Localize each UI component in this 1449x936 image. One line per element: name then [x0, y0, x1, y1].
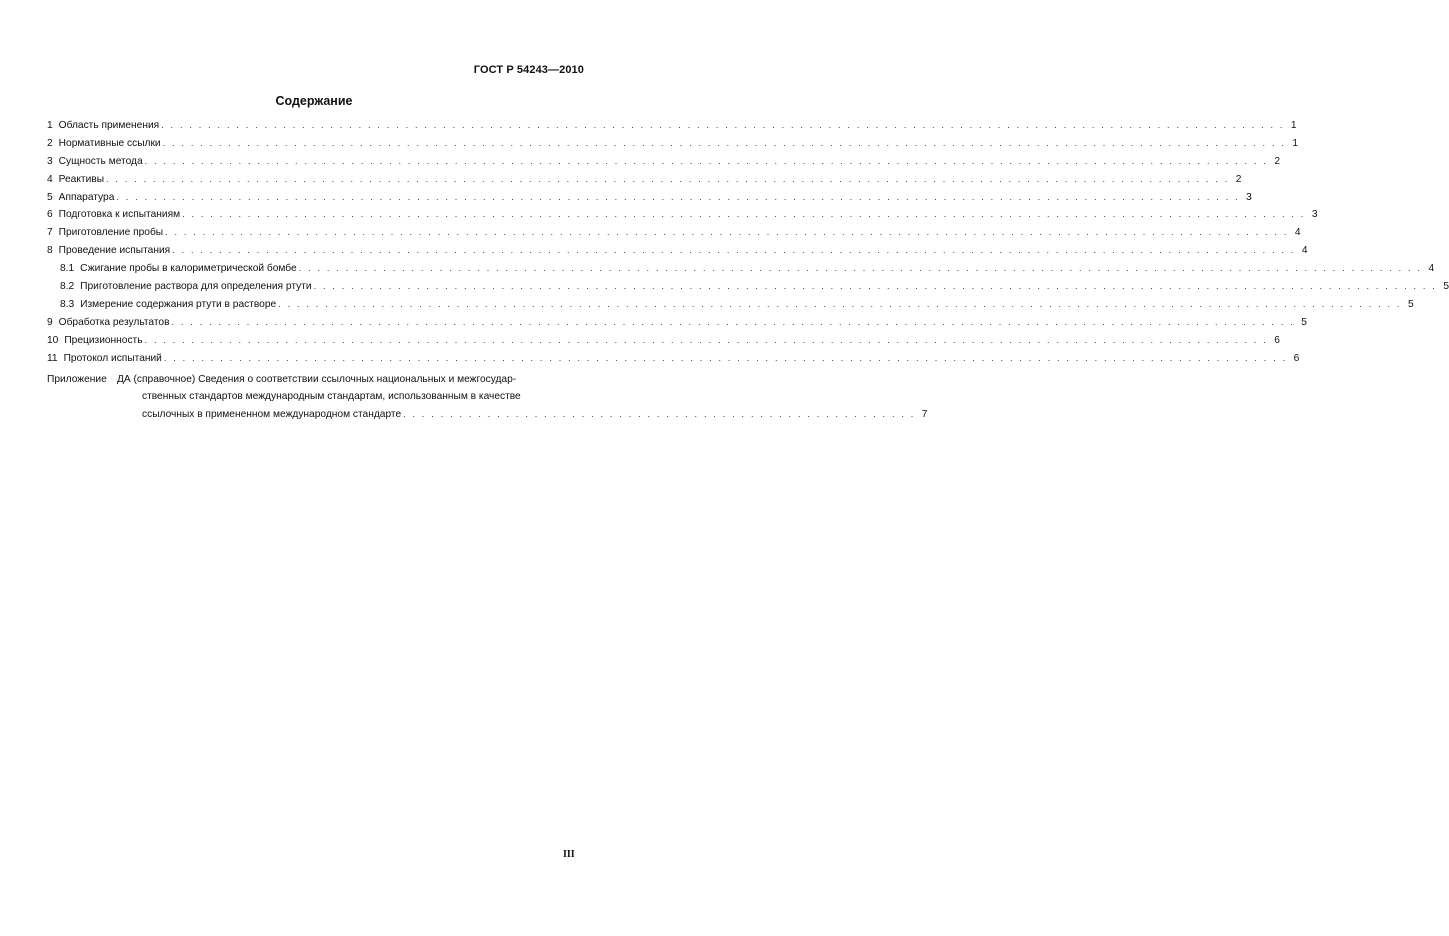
dot-leader: . . . . . . . . . . . . . . . . . . . . . . . . . . . . . . . . . . . . . . . . . . . . . . . . . . . . . . . . . . . . . . . . . . . . . . . . . . . . . . . . . . . . . . . . . . . . . . . . . . . . . . . . . . . . . . . . . . . . . . . .: [106, 173, 1230, 184]
dot-leader: . . . . . . . . . . . . . . . . . . . . . . . . . . . . . . . . . . . . . . . . . . . . . . . . . . . . . . . . . . . . . . . . . . . . . . . . . . . . . . . . . . . . . . . . . . . . . . . . . . . . . . . . . . . . . . . . . . . . . . . .: [278, 298, 1402, 309]
toc-entry-title: [47, 192, 116, 203]
toc-entry-number: 11: [47, 352, 58, 364]
toc-entry-number: 2: [47, 137, 53, 149]
toc-page-number: 5: [1443, 281, 1449, 293]
appendix-title-line-last: [47, 408, 928, 426]
toc-entry[interactable]: [47, 120, 1297, 138]
dot-leader: . . . . . . . . . . . . . . . . . . . . . . . . . . . . . . . . . . . . . . . . . . . . . . . . . . . . . . . . . . . . . . . . . . . . . . . . . . . . . . . . . . . . . . . . . . . . . . . . . . . . . . . . . . . . . . . . . . . . . . . .: [144, 334, 1268, 345]
toc-entry-number: 4: [47, 173, 53, 185]
toc-entry-title: [47, 353, 164, 364]
toc-appendix-entry[interactable]: [47, 374, 928, 426]
toc-entry-label: Проведение испытания: [58, 245, 171, 257]
toc-page-number: 6: [1293, 352, 1300, 364]
dot-leader: . . . . . . . . . . . . . . . . . . . . . . . . . . . . . . . . . . . . . . . . . . . . . . . . . . . . . . . . . . . . . . . . . . . . . . . . . . . . . . . . . . . . . . . . . . . . . . . . . . . . . . . . . . . . . . . . . . . . . . . .: [165, 227, 1289, 238]
toc-entry[interactable]: [47, 352, 1300, 371]
toc-page-number: 4: [1301, 245, 1308, 257]
dot-leader: . . . . . . . . . . . . . . . . . . . . . . . . . . . . . . . . . . . . . . . . . . . . . . . . . . . . . . . . . . . . . . . . . . . . . . . . . . . . . . . . . . . . . . . . . . . . . . . . . . . . . . . . . . . . . . . . . . . . . . . .: [172, 245, 1296, 256]
toc-entry-number: 5: [47, 191, 53, 203]
toc-page-number: 2: [1274, 155, 1281, 167]
page-number: III: [563, 849, 575, 860]
toc-entry[interactable]: [47, 173, 1242, 192]
toc-entry-title: [60, 281, 314, 292]
toc-entry[interactable]: [47, 155, 1281, 174]
toc-entry[interactable]: [47, 263, 1435, 281]
toc-entry-title: [47, 156, 145, 167]
toc-page-number: 1: [1290, 120, 1297, 131]
toc-entry-title: [47, 227, 165, 238]
toc-list: [47, 120, 1449, 370]
toc-entry-label: Реактивы: [58, 173, 105, 185]
toc-entry[interactable]: [47, 281, 1449, 299]
appendix-title-line: ственных стандартов международным стандартам, использованным в качестве: [142, 391, 521, 403]
toc-entry[interactable]: [47, 298, 1414, 317]
dot-leader: . . . . . . . . . . . . . . . . . . . . . . . . . . . . . . . . . . . . . . . . . . . . . . . . . . . . . . .: [403, 408, 916, 419]
toc-entry-label: Аппаратура: [58, 191, 115, 203]
toc-entry[interactable]: [47, 334, 1280, 353]
toc-entry[interactable]: [47, 316, 1307, 335]
toc-entry-title: [47, 317, 172, 328]
dot-leader: . . . . . . . . . . . . . . . . . . . . . . . . . . . . . . . . . . . . . . . . . . . . . . . . . . . . . . . . . . . . . . . . . . . . . . . . . . . . . . . . . . . . . . . . . . . . . . . . . . . . . . . . . . . . . . . . . . . . . . . .: [313, 281, 1437, 292]
toc-page-number: 4: [1428, 263, 1435, 275]
appendix-title-line: ДА (справочное) Сведения о соответствии ссылочных национальных и межгосудар-: [117, 374, 517, 385]
toc-entry-label: Измерение содержания ртути в растворе: [80, 298, 277, 310]
toc-entry[interactable]: [47, 137, 1299, 156]
dot-leader: . . . . . . . . . . . . . . . . . . . . . . . . . . . . . . . . . . . . . . . . . . . . . . . . . . . . . . . . . . . . . . . . . . . . . . . . . . . . . . . . . . . . . . . . . . . . . . . . . . . . . . . . . . . . . . . . . . . . . . . .: [161, 120, 1285, 130]
toc-entry-title: [47, 138, 163, 149]
toc-page-number: 3: [1311, 209, 1318, 221]
toc-entry-label: Нормативные ссылки: [58, 137, 161, 149]
toc-entry-title: [60, 263, 299, 274]
toc-entry[interactable]: [47, 245, 1308, 263]
toc-entry-label: Прецизионность: [64, 334, 143, 346]
toc-entry-number: 3: [47, 155, 53, 167]
toc-entry-number: 8.1: [60, 263, 75, 275]
dot-leader: . . . . . . . . . . . . . . . . . . . . . . . . . . . . . . . . . . . . . . . . . . . . . . . . . . . . . . . . . . . . . . . . . . . . . . . . . . . . . . . . . . . . . . . . . . . . . . . . . . . . . . . . . . . . . . . . . . . . . . . .: [163, 352, 1288, 363]
toc-entry-title: [47, 174, 106, 185]
toc-entry[interactable]: [47, 191, 1252, 210]
document-code: ГОСТ Р 54243—2010: [473, 64, 584, 76]
toc-entry-label: Сжигание пробы в калориметрической бомбе: [80, 263, 297, 275]
toc-entry-title: [47, 209, 182, 220]
toc-entry-title: [60, 299, 278, 310]
toc-page-number: 3: [1246, 191, 1252, 203]
toc-entry-number: 9: [47, 316, 53, 328]
toc-entry-number: 1: [47, 120, 53, 131]
toc-entry-label: Приготовление раствора для определения ртути: [80, 281, 312, 293]
toc-entry-number: 6: [47, 209, 53, 221]
dot-leader: . . . . . . . . . . . . . . . . . . . . . . . . . . . . . . . . . . . . . . . . . . . . . . . . . . . . . . . . . . . . . . . . . . . . . . . . . . . . . . . . . . . . . . . . . . . . . . . . . . . . . . . . . . . . . . . . . . . . . . . .: [171, 316, 1295, 327]
toc-entry[interactable]: [47, 227, 1301, 245]
toc-page-number: 2: [1235, 173, 1242, 185]
toc-page-number: 5: [1301, 316, 1307, 328]
toc-entry-title: [47, 335, 145, 346]
dot-leader: . . . . . . . . . . . . . . . . . . . . . . . . . . . . . . . . . . . . . . . . . . . . . . . . . . . . . . . . . . . . . . . . . . . . . . . . . . . . . . . . . . . . . . . . . . . . . . . . . . . . . . . . . . . . . . . . . . . . . . . .: [182, 209, 1306, 220]
toc-entry-number: 8.3: [60, 298, 75, 310]
toc-page-number: 7: [921, 408, 928, 420]
toc-entry-number: 8.2: [60, 281, 75, 293]
toc-entry-label: Обработка результатов: [58, 316, 170, 328]
toc-entry-label: Область применения: [58, 120, 160, 131]
toc-entry-title: [47, 245, 172, 256]
toc-title: Содержание: [275, 94, 353, 108]
appendix-title-line: ссылочных в примененном международном стандарте: [142, 408, 402, 420]
toc-entry-label: Приготовление пробы: [58, 227, 164, 239]
toc-entry-number: 10: [47, 334, 59, 346]
toc-page-number: 6: [1274, 334, 1280, 346]
toc-page-number: 1: [1292, 137, 1299, 149]
dot-leader: . . . . . . . . . . . . . . . . . . . . . . . . . . . . . . . . . . . . . . . . . . . . . . . . . . . . . . . . . . . . . . . . . . . . . . . . . . . . . . . . . . . . . . . . . . . . . . . . . . . . . . . . . . . . . . . . . . . . . . . .: [116, 191, 1240, 202]
toc-page-number: 4: [1294, 227, 1301, 239]
toc-entry-label: Сущность метода: [58, 155, 143, 167]
toc-entry-title: [47, 120, 161, 131]
toc-page-number: 5: [1407, 298, 1414, 310]
dot-leader: . . . . . . . . . . . . . . . . . . . . . . . . . . . . . . . . . . . . . . . . . . . . . . . . . . . . . . . . . . . . . . . . . . . . . . . . . . . . . . . . . . . . . . . . . . . . . . . . . . . . . . . . . . . . . . . . . . . . . . . .: [144, 155, 1269, 166]
toc-entry-number: 7: [47, 227, 53, 239]
appendix-prefix: Приложение: [47, 374, 107, 385]
dot-leader: . . . . . . . . . . . . . . . . . . . . . . . . . . . . . . . . . . . . . . . . . . . . . . . . . . . . . . . . . . . . . . . . . . . . . . . . . . . . . . . . . . . . . . . . . . . . . . . . . . . . . . . . . . . . . . . . . . . . . . . .: [162, 137, 1287, 148]
toc-entry-label: Протокол испытаний: [63, 352, 162, 364]
toc-entry-number: 8: [47, 245, 53, 257]
toc-entry-label: Подготовка к испытаниям: [58, 209, 181, 221]
dot-leader: . . . . . . . . . . . . . . . . . . . . . . . . . . . . . . . . . . . . . . . . . . . . . . . . . . . . . . . . . . . . . . . . . . . . . . . . . . . . . . . . . . . . . . . . . . . . . . . . . . . . . . . . . . . . . . . . . . . . . . . .: [298, 263, 1423, 274]
toc-entry[interactable]: [47, 209, 1318, 227]
